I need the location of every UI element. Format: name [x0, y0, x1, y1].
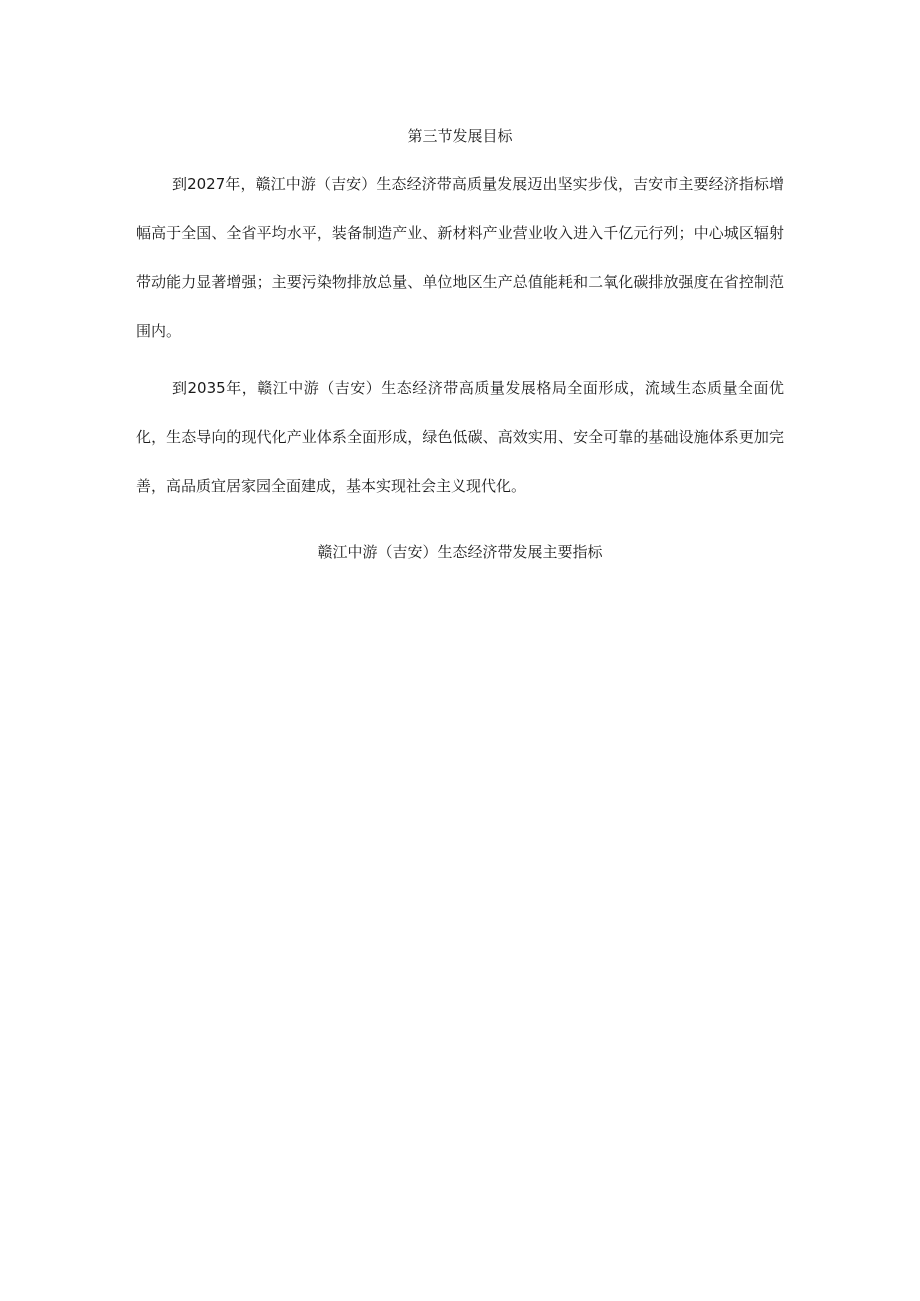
- section-title: 第三节发展目标: [407, 127, 513, 145]
- indicator-table-title: 赣江中游（吉安）生态经济带发展主要指标: [317, 543, 603, 561]
- paragraph-2027-goals: 到2027年，赣江中游（吉安）生态经济带高质量发展迈出坚实步伐，吉安市主要经济指标增幅高于全国、全省平均水平，装备制造产业、新材料产业营业收入进入千亿元行列；中心城区辐射带动能力显著增强；主要污染物排放总量、单位地区生产总值能耗和二氧化碳排放强度在省控制范围内。: [136, 175, 784, 340]
- paragraph-2035-goals: 到2035年，赣江中游（吉安）生态经济带高质量发展格局全面形成，流域生态质量全面优化，生态导向的现代化产业体系全面形成，绿色低碳、高效实用、安全可靠的基础设施体系更加完善，高品质宜居家园全面建成，基本实现社会主义现代化。: [136, 379, 784, 495]
